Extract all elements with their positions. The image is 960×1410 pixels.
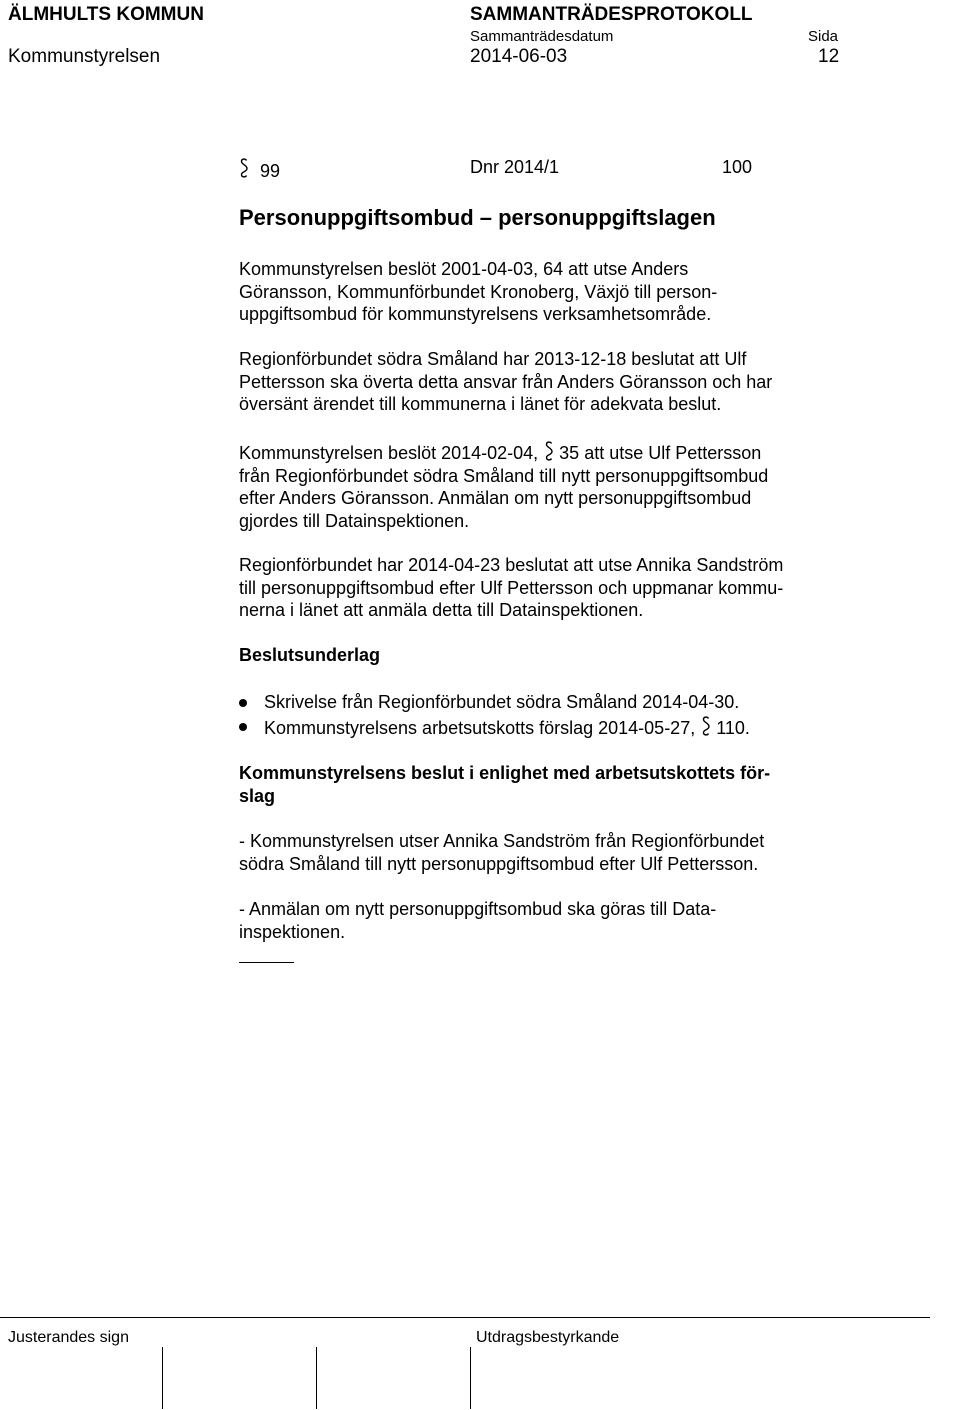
section-row [239,157,280,182]
page-label: Sida [808,28,839,45]
document-type: SAMMANTRÄDESPROTOKOLL [470,4,753,25]
justerandes-sign-label: Justerandes sign [8,1329,129,1346]
end-rule [239,962,294,963]
dnr-label: Dnr 2014/1 [470,157,560,177]
paragraph-appointment-2014: Kommunstyrelsen beslöt 2014-02-04, 35 att utse Ulf Pettersson från Regionförbundet södra Småland till nytt personuppgiftsombud efter Anders Göransson. Anmälan om nytt personuppgiftsombud gjordes till Datainspektionen. [239,440,839,532]
meeting-date: 2014-06-03 [470,46,568,67]
signature-box-divider [316,1347,317,1409]
footer-divider [0,1317,930,1318]
dnr-suffix: 100 [722,157,753,177]
decision-heading: Kommunstyrelsens beslut i enlighet med arbetsutskottets för- slag [239,763,771,806]
bullet-icon [239,699,247,707]
page-number: 12 [818,46,840,67]
municipality-name: ÄLMHULTS KOMMUN [8,4,204,25]
section-sign-icon [239,157,249,181]
section-sign-icon [544,440,554,464]
case-title: Personuppgiftsombud – personuppgiftslagen [239,205,716,230]
paragraph-regional-decision-2014: Regionförbundet har 2014-04-23 beslutat att utse Annika Sandström till personuppgiftsombud efter Ulf Pettersson och uppmanar kommu- nerna i länet att anmäla detta till Datainspektionen. [239,555,784,620]
signature-box-divider [162,1347,163,1409]
date-label: Sammanträdesdatum [470,28,614,45]
utdragsbestyrkande-label: Utdragsbestyrkande [476,1329,620,1346]
committee-name: Kommunstyrelsen [8,46,161,67]
signature-box-divider [470,1347,471,1409]
bullet-icon [239,723,247,731]
section-sign-icon [701,715,711,739]
beslutsunderlag-heading: Beslutsunderlag [239,645,381,665]
list-item: Skrivelse från Regionförbundet södra Småland 2014-04-30. [264,692,740,712]
list-item: Kommunstyrelsens arbetsutskotts förslag 2014-05-27, 110. [264,715,750,740]
paragraph-appointment-2001: Kommunstyrelsen beslöt 2001-04-03, 64 att utse Anders Göransson, Kommunförbundet Kronoberg, Växjö till person- uppgiftsombud för kommunstyrelsens verksamhetsområde. [239,259,718,324]
paragraph-regional-decision-2013: Regionförbundet södra Småland har 2013-12-18 beslutat att Ulf Pettersson ska överta detta ansvar från Anders Göransson och har översänt ärendet till kommunerna i länet för adekvata beslut. [239,349,773,414]
section-number: 99 [260,161,281,181]
decision-point-2: - Anmälan om nytt personuppgiftsombud ska göras till Data- inspektionen. [239,899,717,942]
decision-point-1: - Kommunstyrelsen utser Annika Sandström från Regionförbundet södra Småland till nytt personuppgiftsombud efter Ulf Pettersson. [239,831,765,874]
